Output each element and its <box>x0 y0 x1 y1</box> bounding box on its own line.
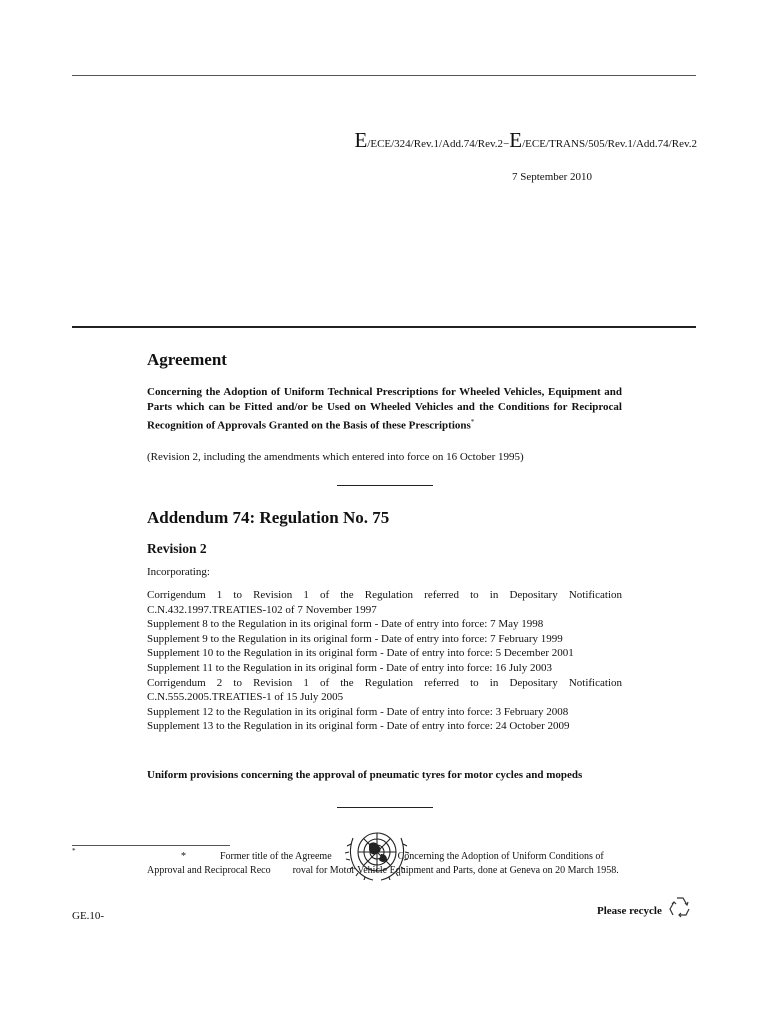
header-rule <box>72 75 696 76</box>
footnote-marker-left: * <box>72 847 76 855</box>
list-item: Supplement 11 to the Regulation in its original form - Date of entry into force: 16 July 2003 <box>147 661 552 674</box>
footnote-marker[interactable]: * <box>470 418 475 426</box>
symbol-1-rest: /ECE/324/Rev.1/Add.74/Rev.2 <box>367 138 504 150</box>
incorporating-label: Incorporating: <box>147 566 210 578</box>
document-date: 7 September 2010 <box>512 171 593 183</box>
footnote-text-part-2: Concerning the Adoption of Uniform Conditions of Approval and Reciprocal Reco <box>147 851 604 876</box>
agreement-subtitle <box>147 385 622 434</box>
symbol-2-rest: /ECE/TRANS/505/Rev.1/Add.74/Rev.2 <box>522 138 697 150</box>
please-recycle-label: Please recycle <box>597 905 662 917</box>
symbol-1-initial: E <box>354 128 368 152</box>
title-rule <box>72 326 696 328</box>
incorporated-list <box>147 588 622 734</box>
list-item: Corrigendum 1 to Revision 1 of the Regulation referred to in Depositary Notification C.N.432.1997.TREATIES-102 of 7 November 1997 <box>147 589 622 616</box>
footnote-rule <box>72 845 230 846</box>
list-item: Supplement 10 to the Regulation in its original form - Date of entry into force: 5 December 2001 <box>147 647 574 660</box>
footnote-marker-inline: * <box>181 851 186 862</box>
list-item: Supplement 13 to the Regulation in its original form - Date of entry into force: 24 October 2009 <box>147 720 570 733</box>
document-symbol <box>354 128 697 153</box>
separator-rule-2 <box>337 807 433 808</box>
agreement-subtitle-text: Concerning the Adoption of Uniform Technical Prescriptions for Wheeled Vehicles, Equipment and Parts which can be Fitted and/or be Used on Wheeled Vehicles and the Conditions for Reciprocal Recognition of Approvals Granted on the Basis of these Prescriptions <box>147 386 622 432</box>
uniform-provisions: Uniform provisions concerning the approval of pneumatic tyres for motor cycles and mopeds <box>147 769 583 781</box>
list-item: Supplement 9 to the Regulation in its original form - Date of entry into force: 7 February 1999 <box>147 632 563 645</box>
job-number: GE.10- <box>72 910 105 922</box>
footnote-text-part-1: Former title of the Agreeme <box>220 851 332 862</box>
separator-rule-1 <box>337 485 433 486</box>
symbol-2-initial: E <box>509 128 523 152</box>
recycle-icon <box>667 895 693 919</box>
footnote-text-part-3: roval for Motor Vehicle Equipment and Parts, done at Geneva on 20 March 1958. <box>292 864 619 876</box>
list-item: Corrigendum 2 to Revision 1 of the Regulation referred to in Depositary Notification C.N.555.2005.TREATIES-1 of 15 July 2005 <box>147 676 622 704</box>
un-emblem-icon <box>343 824 411 884</box>
revision-note: (Revision 2, including the amendments which entered into force on 16 October 1995) <box>147 451 524 463</box>
revision-heading: Revision 2 <box>147 541 207 556</box>
list-item: Supplement 12 to the Regulation in its original form - Date of entry into force: 3 February 2008 <box>147 705 569 718</box>
symbol-separator: − <box>503 138 510 150</box>
list-item: Supplement 8 to the Regulation in its original form - Date of entry into force: 7 May 1998 <box>147 618 544 631</box>
addendum-title: Addendum 74: Regulation No. 75 <box>147 508 390 527</box>
agreement-title: Agreement <box>147 350 227 369</box>
